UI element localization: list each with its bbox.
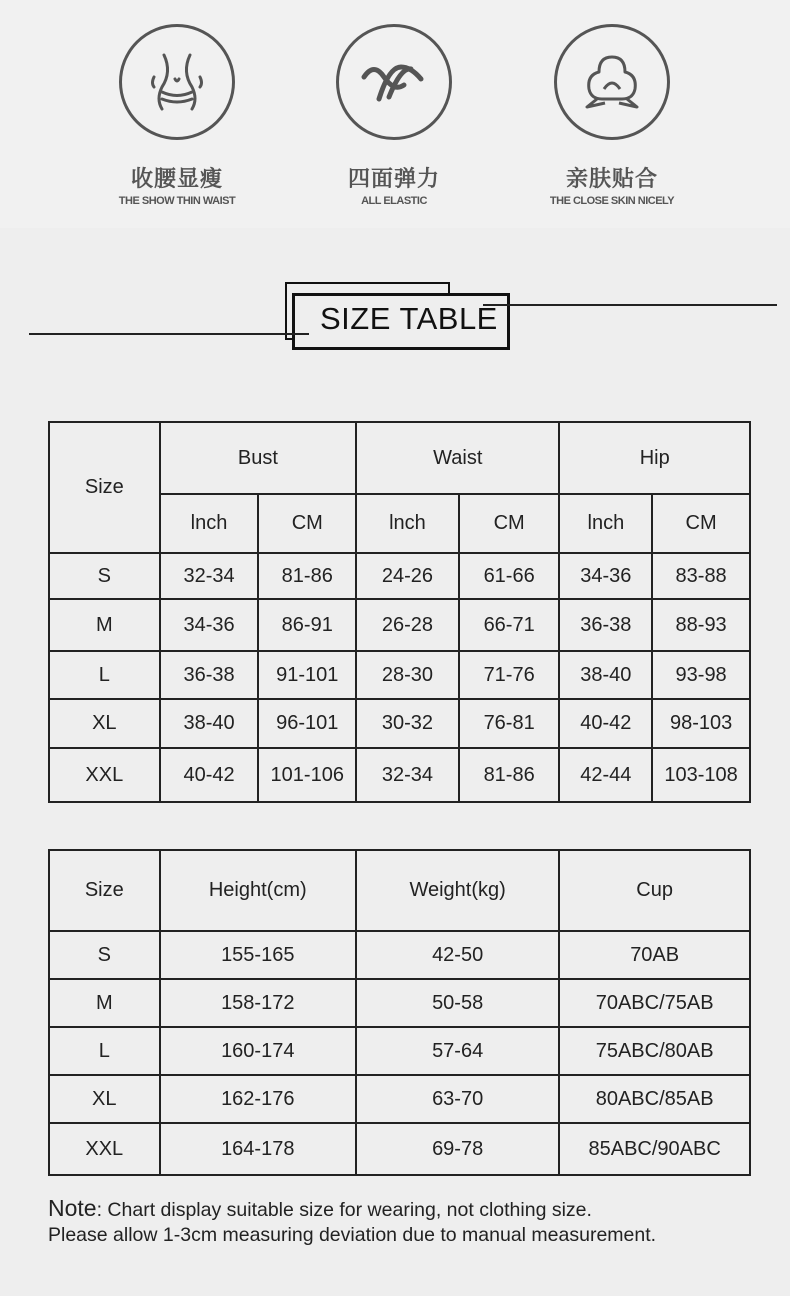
table-row [49, 1027, 750, 1075]
note-line1: : Chart display suitable size for wearing, not clothing size. [96, 1199, 592, 1221]
note-label: Note [48, 1195, 97, 1221]
value-cell: 38-40 [160, 699, 259, 748]
value-cell: 63-70 [356, 1075, 559, 1123]
value-cell: 40-42 [160, 748, 259, 802]
value-cell: 91-101 [258, 651, 356, 699]
value-cell: 158-172 [160, 979, 356, 1027]
value-cell: 93-98 [652, 651, 750, 699]
value-cell: 32-34 [160, 553, 259, 599]
value-cell: 96-101 [258, 699, 356, 748]
divider-right [483, 304, 777, 306]
feature-subtitle: THE CLOSE SKIN NICELY [549, 195, 675, 207]
table-row [49, 979, 750, 1027]
header-size: Size [49, 422, 160, 553]
unit-header: lnch [356, 494, 459, 553]
value-cell: 75ABC/80AB [559, 1027, 750, 1075]
section-title: SIZE TABLE [320, 301, 498, 336]
unit-header: lnch [559, 494, 652, 553]
value-cell: 30-32 [356, 699, 459, 748]
table-row [49, 651, 750, 699]
value-cell: 69-78 [356, 1123, 559, 1175]
size-cell: L [49, 1027, 160, 1075]
value-cell: 34-36 [559, 553, 652, 599]
header-cup: Cup [559, 850, 750, 931]
value-cell: 40-42 [559, 699, 652, 748]
value-cell: 42-50 [356, 931, 559, 979]
value-cell: 42-44 [559, 748, 652, 802]
value-cell: 71-76 [459, 651, 560, 699]
value-cell: 80ABC/85AB [559, 1075, 750, 1123]
value-cell: 103-108 [652, 748, 750, 802]
note-line2: Please allow 1-3cm measuring deviation due to manual measurement. [48, 1224, 657, 1246]
table-row [49, 931, 750, 979]
feature-elastic [294, 24, 494, 207]
value-cell: 76-81 [459, 699, 560, 748]
value-cell: 85ABC/90ABC [559, 1123, 750, 1175]
header-size: Size [49, 850, 160, 931]
table-row [49, 553, 750, 599]
size-cell: S [49, 931, 160, 979]
table-row [49, 1075, 750, 1123]
fit-guide-table [48, 849, 751, 1176]
feature-title: 四面弹力 [347, 166, 440, 191]
value-cell: 36-38 [559, 599, 652, 651]
value-cell: 26-28 [356, 599, 459, 651]
table-row [49, 1123, 750, 1175]
unit-header: lnch [160, 494, 259, 553]
size-cell: XXL [49, 1123, 160, 1175]
unit-header: CM [459, 494, 560, 553]
size-cell: S [49, 553, 160, 599]
feature-slim-waist [77, 24, 277, 207]
value-cell: 32-34 [356, 748, 459, 802]
value-cell: 24-26 [356, 553, 459, 599]
feature-subtitle: ALL ELASTIC [361, 195, 427, 207]
header-hip: Hip [559, 422, 750, 494]
size-cell: M [49, 599, 160, 651]
waist-icon [119, 24, 235, 140]
cotton-icon [554, 24, 670, 140]
note [48, 1196, 656, 1248]
header-waist: Waist [356, 422, 559, 494]
elastic-wave-icon [336, 24, 452, 140]
value-cell: 61-66 [459, 553, 560, 599]
table-row [49, 748, 750, 802]
header-height: Height(cm) [160, 850, 356, 931]
value-cell: 57-64 [356, 1027, 559, 1075]
body-measurement-table [48, 421, 751, 803]
feature-title: 亲肤贴合 [565, 166, 658, 191]
value-cell: 70ABC/75AB [559, 979, 750, 1027]
value-cell: 83-88 [652, 553, 750, 599]
value-cell: 50-58 [356, 979, 559, 1027]
value-cell: 98-103 [652, 699, 750, 748]
value-cell: 70AB [559, 931, 750, 979]
size-cell: XL [49, 1075, 160, 1123]
feature-skin-fit [512, 24, 712, 207]
value-cell: 81-86 [459, 748, 560, 802]
value-cell: 162-176 [160, 1075, 356, 1123]
feature-title: 收腰显瘦 [130, 166, 223, 191]
size-cell: XL [49, 699, 160, 748]
value-cell: 155-165 [160, 931, 356, 979]
value-cell: 28-30 [356, 651, 459, 699]
value-cell: 86-91 [258, 599, 356, 651]
feature-subtitle: THE SHOW THIN WAIST [118, 195, 236, 207]
value-cell: 38-40 [559, 651, 652, 699]
header-weight: Weight(kg) [356, 850, 559, 931]
header-bust: Bust [160, 422, 356, 494]
divider-left [29, 333, 309, 335]
value-cell: 34-36 [160, 599, 259, 651]
value-cell: 36-38 [160, 651, 259, 699]
size-cell: L [49, 651, 160, 699]
value-cell: 88-93 [652, 599, 750, 651]
unit-header: CM [652, 494, 750, 553]
unit-header: CM [258, 494, 356, 553]
value-cell: 66-71 [459, 599, 560, 651]
value-cell: 164-178 [160, 1123, 356, 1175]
value-cell: 81-86 [258, 553, 356, 599]
size-cell: M [49, 979, 160, 1027]
value-cell: 160-174 [160, 1027, 356, 1075]
value-cell: 101-106 [258, 748, 356, 802]
size-cell: XXL [49, 748, 160, 802]
table-row [49, 599, 750, 651]
table-row [49, 699, 750, 748]
